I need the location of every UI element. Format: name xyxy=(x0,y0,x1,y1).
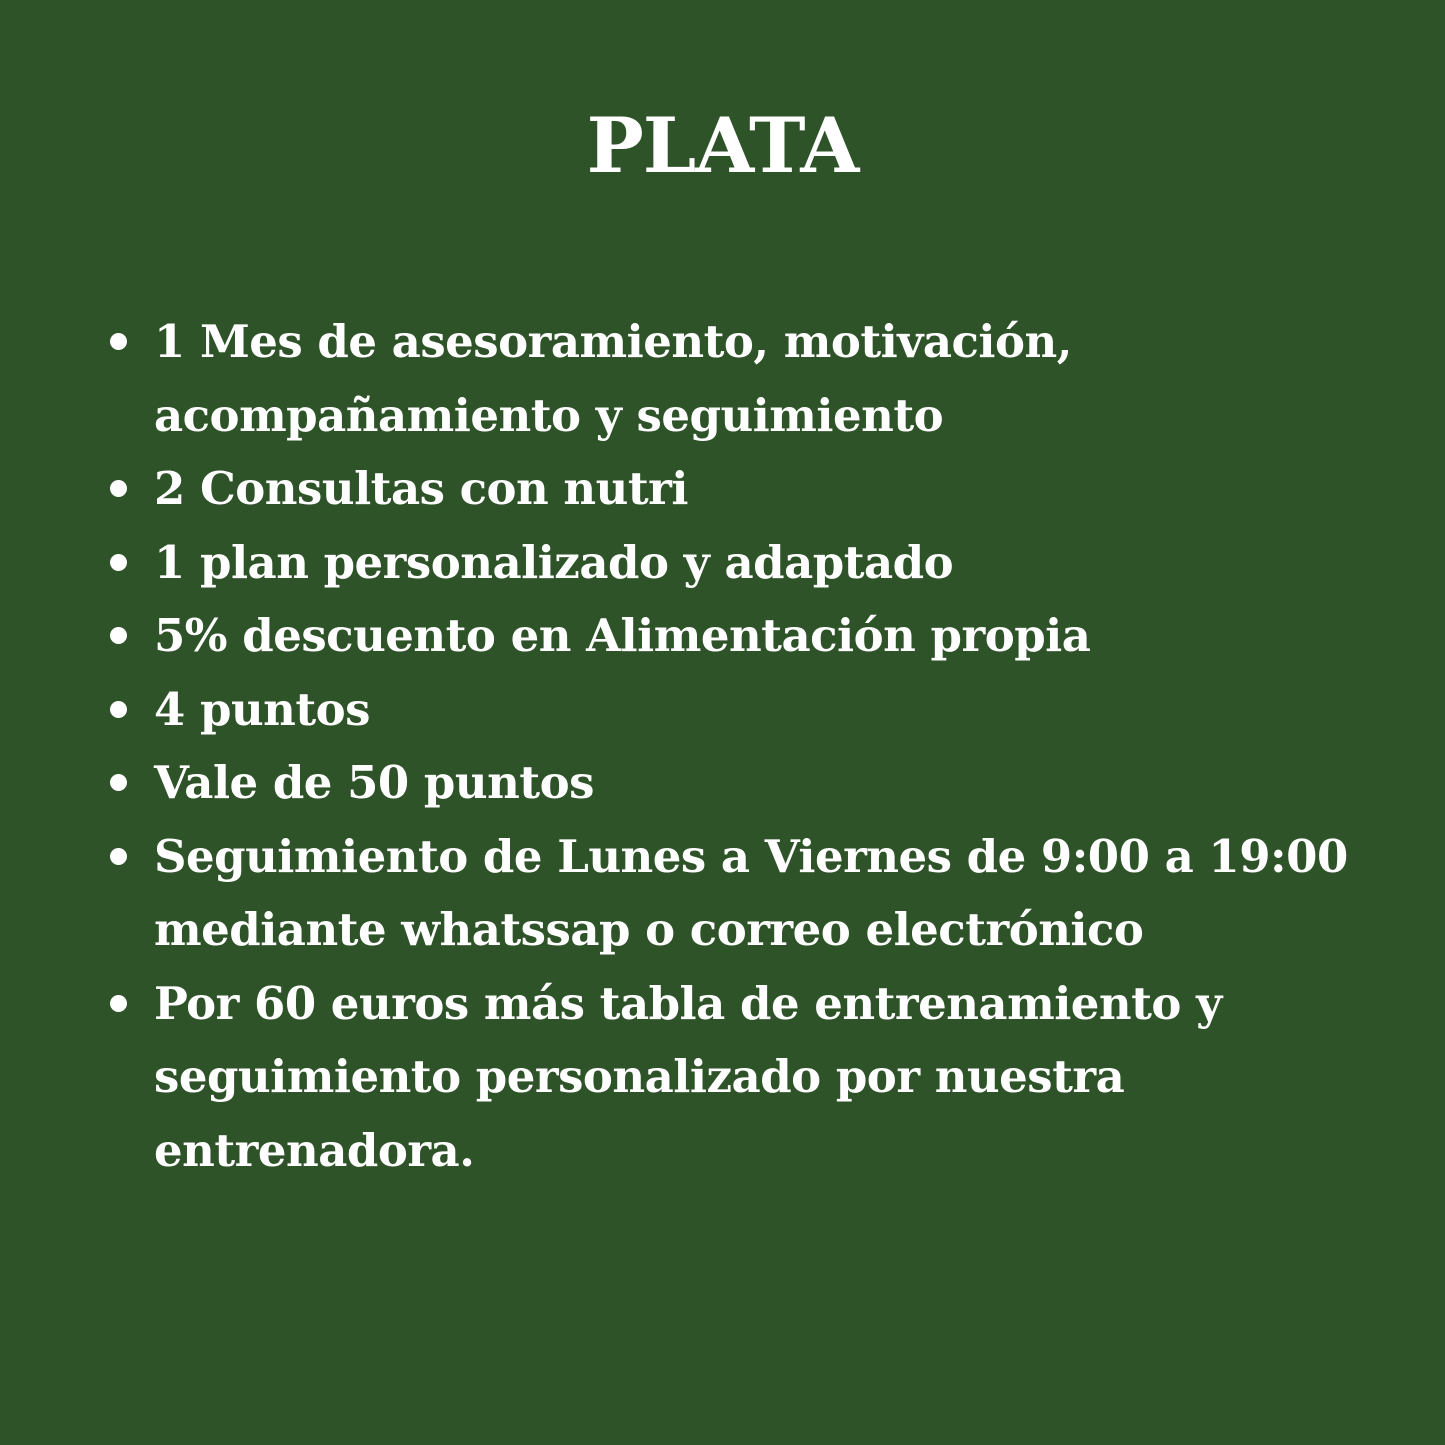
feature-item xyxy=(105,452,1405,526)
bullet-icon xyxy=(110,480,127,497)
feature-text: 1 Mes de asesoramiento, motivación, acompañamiento y seguimiento xyxy=(154,315,1072,442)
bullet-icon xyxy=(110,774,127,791)
feature-text: 1 plan personalizado y adaptado xyxy=(154,535,954,589)
bullet-icon xyxy=(110,701,127,718)
bullet-icon xyxy=(110,995,127,1012)
bullet-icon xyxy=(110,333,127,350)
feature-text: Vale de 50 puntos xyxy=(154,756,594,809)
feature-text: 4 puntos xyxy=(154,682,371,736)
bullet-icon xyxy=(110,848,127,865)
feature-text: Seguimiento de Lunes a Viernes de 9:00 a 19:00 mediante whatssap o correo electrónico xyxy=(154,829,1348,956)
feature-item xyxy=(105,305,1405,452)
feature-list xyxy=(105,305,1405,1187)
feature-text: 5% descuento en Alimentación propia xyxy=(154,609,1091,662)
feature-item xyxy=(105,967,1405,1188)
feature-item xyxy=(105,673,1405,747)
bullet-icon xyxy=(110,627,127,644)
bullet-icon xyxy=(110,554,127,571)
feature-text: 2 Consultas con nutri xyxy=(154,462,688,515)
feature-item xyxy=(105,526,1405,600)
feature-item xyxy=(105,746,1405,820)
feature-text: Por 60 euros más tabla de entrenamiento y seguimiento personalizado por nuestra entrenadora. xyxy=(154,976,1222,1177)
plan-title: PLATA xyxy=(586,101,859,190)
feature-item xyxy=(105,820,1405,967)
feature-item xyxy=(105,599,1405,673)
